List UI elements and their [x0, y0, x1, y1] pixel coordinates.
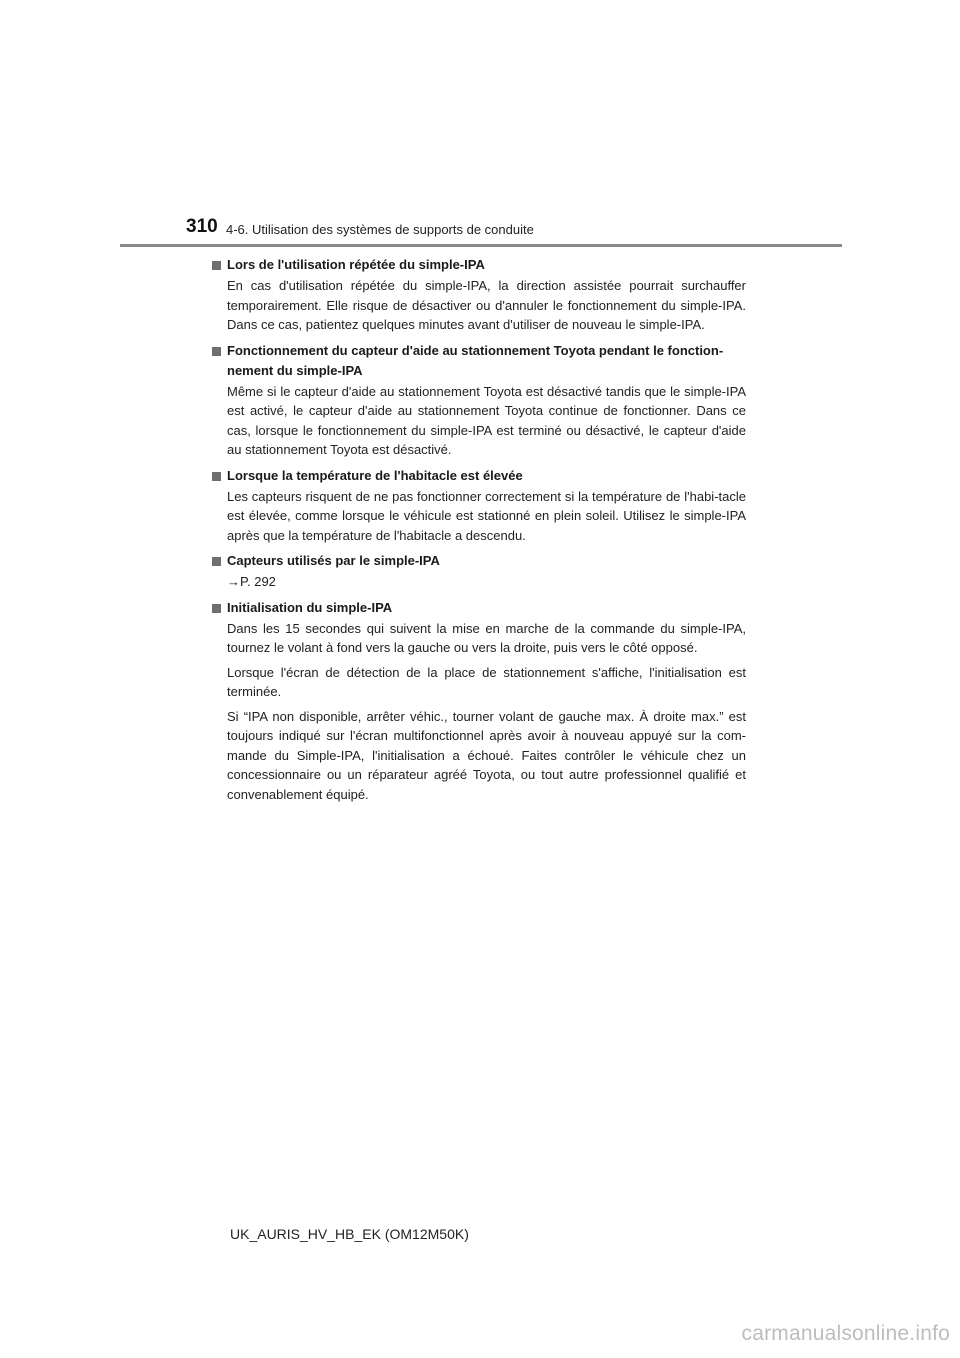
header-rule — [120, 244, 842, 247]
square-bullet-icon — [212, 347, 221, 356]
note-heading — [212, 598, 746, 618]
square-bullet-icon — [212, 604, 221, 613]
note-heading — [212, 551, 746, 571]
footer-manual-code: UK_AURIS_HV_HB_EK (OM12M50K) — [230, 1226, 469, 1242]
note-paragraph: En cas d'utilisation répétée du simple-IPA, la direction assistée pourrait surchauffer temporairement. Elle risque de désactiver ou d'annuler le fonctionnement du simple-IPA. Dans ce cas, patientez quelques minutes avant d'utiliser de nouveau le simple-IPA. — [227, 278, 746, 332]
watermark: carmanualsonline.info — [741, 1322, 950, 1345]
note-paragraph: Lorsque l'écran de détection de la place de stationnement s'affiche, l'initialisation est terminée. — [227, 664, 746, 699]
note-heading-text: Initialisation du simple-IPA — [227, 599, 393, 615]
page-number: 310 — [186, 216, 218, 237]
note-paragraph: Les capteurs risquent de ne pas fonctionner correctement si la température de l'habi-tacle est élevée, comme lorsque le véhicule est stationné en plein soleil. Utilisez le simple-IPA après que la température de l'habitacle a descendu. — [227, 488, 746, 543]
note-paragraph: Dans les 15 secondes qui suivent la mise en marche de la commande du simple-IPA, tournez le volant à fond vers la gauche ou vers la droite, puis vers le côté opposé. — [227, 620, 746, 655]
note-heading — [212, 255, 746, 275]
note-item — [212, 551, 746, 592]
note-heading-text: Lorsque la température de l'habitacle est élevée — [227, 467, 523, 483]
note-item — [212, 598, 746, 805]
note-paragraph: Même si le capteur d'aide au stationnement Toyota est désactivé tandis que le simple-IPA est activé, le capteur d'aide au stationnement Toyota continue de fonctionner. Dans ce cas, lorsque le fonctionnement du simple-IPA est terminé ou désactivé, le capteur d'aide au stationnement Toyota est désactivé. — [227, 383, 746, 457]
note-item — [212, 255, 746, 335]
square-bullet-icon — [212, 557, 221, 566]
page-reference-link[interactable]: →P. 292 — [227, 574, 276, 589]
note-item — [212, 341, 746, 460]
page-content — [212, 255, 746, 810]
note-heading — [212, 341, 746, 381]
section-title: 4-6. Utilisation des systèmes de supports de conduite — [226, 222, 534, 237]
note-heading-text: Lors de l'utilisation répétée du simple-IPA — [227, 257, 485, 272]
note-paragraph: Si “IPA non disponible, arrêter véhic., tourner volant de gauche max. À droite max.” est toujours indiqué sur l'écran multifonctionnel après avoir à nouveau appuyé sur la com-mande du Simple-IPA, l'initialisation a échoué. Faites contrôler le véhicule chez un concessionnaire ou un réparateur agréé Toyota, ou tout autre professionnel qualifié et convenablement équipé. — [227, 708, 746, 802]
note-heading — [212, 466, 746, 486]
square-bullet-icon — [212, 472, 221, 481]
square-bullet-icon — [212, 261, 221, 270]
note-heading-text: Fonctionnement du capteur d'aide au stationnement Toyota pendant le fonction-nement du simple-IPA — [227, 342, 724, 378]
note-item — [212, 466, 746, 546]
note-heading-text: Capteurs utilisés par le simple-IPA — [227, 553, 440, 568]
